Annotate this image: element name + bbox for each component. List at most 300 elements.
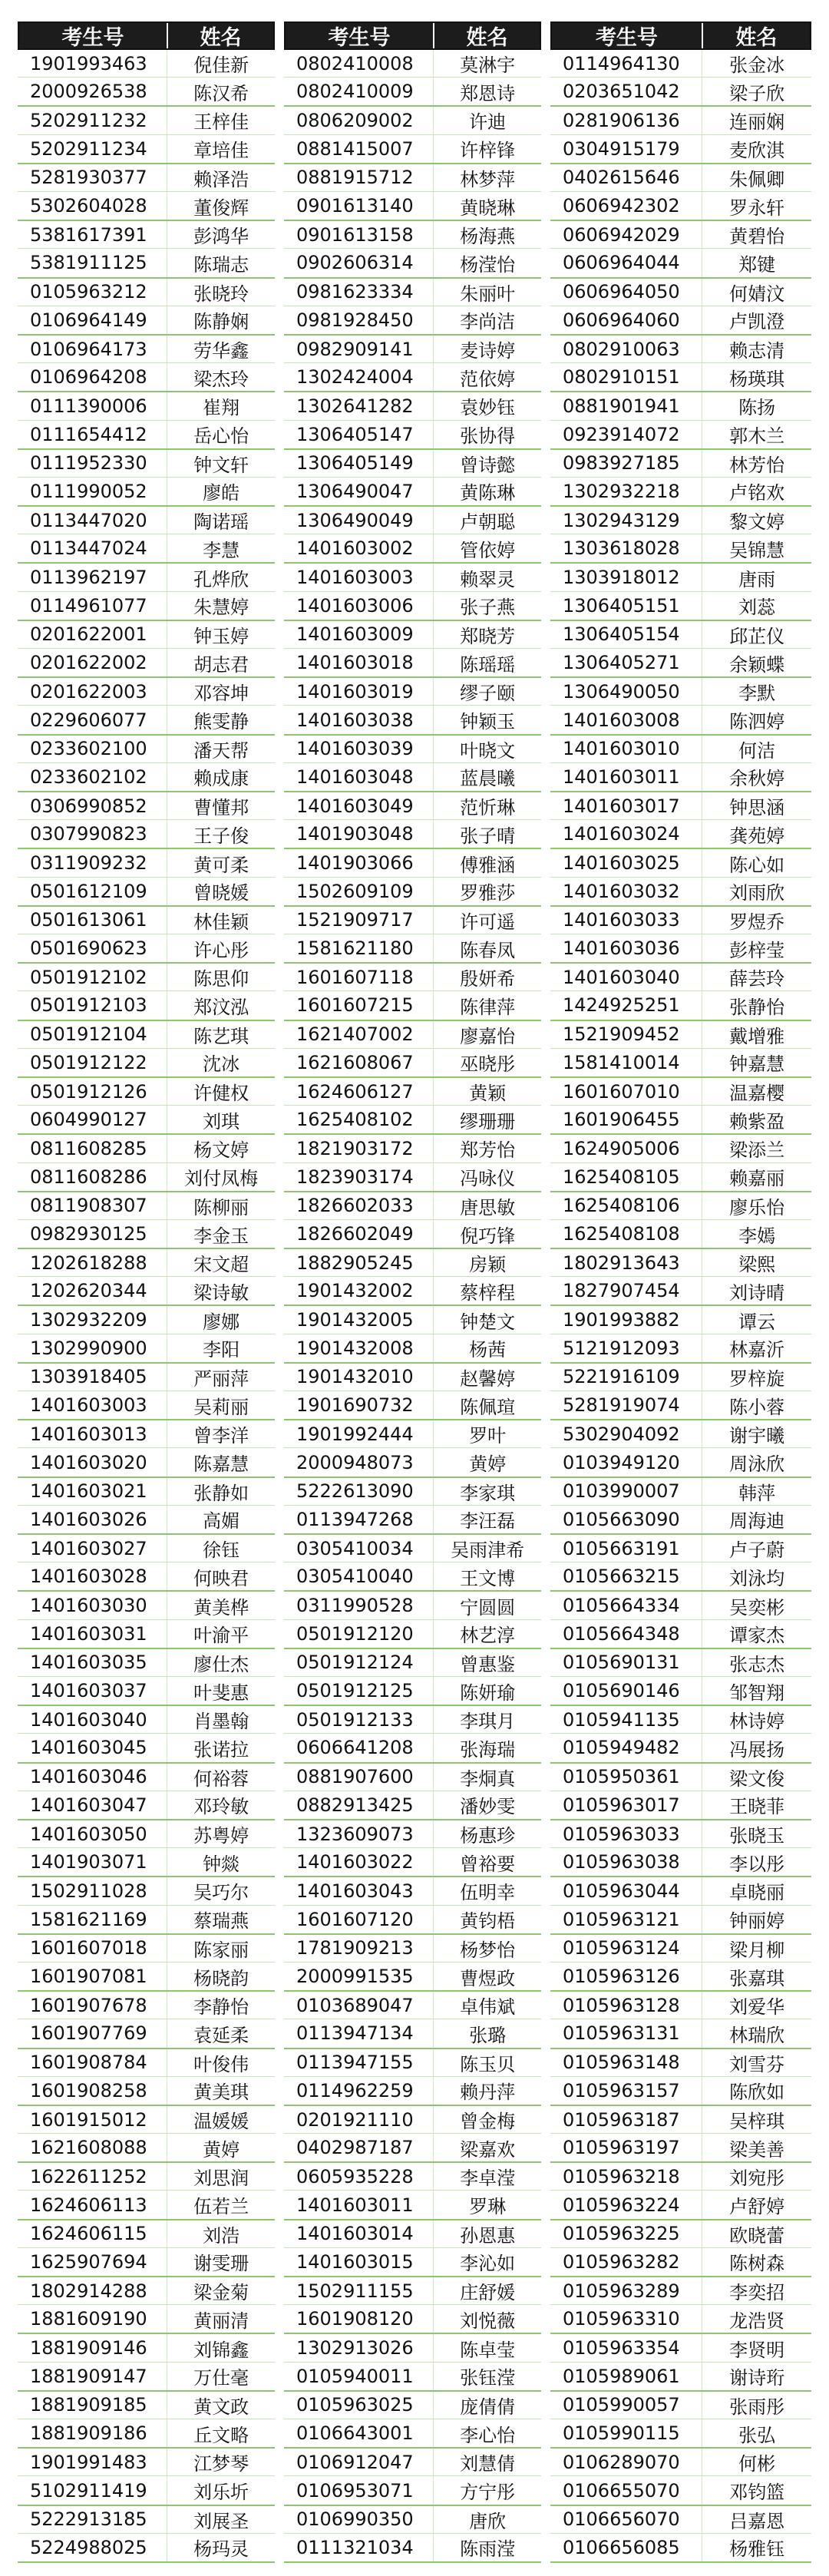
- table-row: [550, 592, 811, 620]
- name-cell: 张钰滢: [433, 2363, 541, 2390]
- row-pair: [550, 164, 811, 221]
- row-pair: [18, 450, 275, 507]
- row-pair: [550, 1364, 811, 1420]
- name-cell: 杨雅钰: [702, 2534, 811, 2561]
- table-row: [550, 878, 811, 905]
- table-row: [284, 907, 541, 934]
- exam-id-cell: 1401603013: [30, 1423, 147, 1445]
- exam-id-cell: 1401903048: [296, 823, 414, 845]
- row-pair: [284, 792, 541, 849]
- name-cell: 孙恩惠: [433, 2221, 541, 2247]
- table-row: [18, 1592, 275, 1619]
- name-cell: 邓玲敏: [167, 1791, 275, 1819]
- row-pair: [284, 1249, 541, 1306]
- table-row: [550, 1334, 811, 1362]
- name-cell: 何彬: [702, 2449, 811, 2475]
- exam-id-cell: 1303918012: [563, 567, 680, 589]
- table-row: [18, 2077, 275, 2105]
- name-cell: 钟玉婷: [167, 621, 275, 648]
- exam-id-cell: 0106964173: [30, 338, 147, 360]
- table-row: [18, 991, 275, 1019]
- exam-id-cell: 1303618028: [563, 537, 680, 560]
- exam-id-cell: 0113947268: [296, 1508, 414, 1530]
- table-row: [550, 1135, 811, 1162]
- name-cell: 张海瑞: [433, 1734, 541, 1761]
- table-row: [284, 621, 541, 649]
- exam-id-cell: 5281930377: [30, 167, 147, 189]
- row-pair: [284, 1649, 541, 1706]
- name-cell: 李汪磊: [433, 1506, 541, 1533]
- exam-id-cell: 1302943129: [563, 509, 680, 531]
- row-pair: [284, 2049, 541, 2106]
- exam-id-cell: 0105940011: [296, 2365, 414, 2387]
- exam-id-cell: 1401603040: [563, 966, 680, 988]
- table-row: [550, 450, 811, 478]
- table-row: [18, 1021, 275, 1049]
- table-row: [18, 1192, 275, 1220]
- name-cell: 陈思仰: [167, 964, 275, 990]
- table-row: [18, 363, 275, 391]
- row-pair: [550, 621, 811, 678]
- name-cell: 许健权: [167, 1078, 275, 1105]
- name-cell: 杨玛灵: [167, 2534, 275, 2561]
- table-row: [550, 1935, 811, 1963]
- table-row: [550, 1820, 811, 1848]
- name-cell: 张弘: [702, 2419, 811, 2447]
- name-cell: 余秋婷: [702, 763, 811, 791]
- name-cell: 曾裕要: [433, 1848, 541, 1876]
- name-cell: 林梦萍: [433, 164, 541, 191]
- name-cell: 谢诗珩: [702, 2363, 811, 2390]
- table-row: [18, 2506, 275, 2534]
- table-row: [284, 1535, 541, 1562]
- name-cell: 梁文俊: [702, 1764, 811, 1791]
- row-pair: [284, 678, 541, 735]
- row-pair: [18, 2049, 275, 2106]
- exam-id-cell: 0103990007: [563, 1480, 680, 1503]
- exam-id-cell: 0113947134: [296, 2022, 414, 2045]
- name-cell: 谢雯珊: [167, 2248, 275, 2276]
- exam-id-cell: 1306405271: [563, 652, 680, 674]
- table-row: [284, 450, 541, 478]
- exam-id-cell: 1581621180: [296, 937, 414, 960]
- name-cell: 龙浩贤: [702, 2305, 811, 2333]
- name-cell: 冯咏仪: [433, 1163, 541, 1191]
- exam-id-cell: 0103949120: [563, 1451, 680, 1473]
- exam-id-cell: 0105963225: [563, 2223, 680, 2245]
- name-cell: 黄钧梧: [433, 1906, 541, 1933]
- exam-id-cell: 0105963212: [30, 281, 147, 303]
- table-row: [284, 792, 541, 820]
- table-row: [550, 820, 811, 848]
- row-pair: [550, 1992, 811, 2049]
- name-cell: 许心彤: [167, 934, 275, 962]
- row-pair: [284, 2221, 541, 2277]
- row-pair: [284, 1764, 541, 1820]
- table-row: [18, 849, 275, 877]
- table-row: [18, 192, 275, 220]
- exam-id-cell: 1624606127: [296, 1080, 414, 1103]
- exam-id-cell: 0307990823: [30, 823, 147, 845]
- row-pair: [550, 2506, 811, 2563]
- table-row: [284, 1135, 541, 1162]
- table-row: [550, 934, 811, 962]
- table-row: [18, 1220, 275, 1248]
- exam-id-cell: 1401603037: [30, 1680, 147, 1702]
- table-row: [18, 392, 275, 420]
- table-row: [18, 1877, 275, 1905]
- row-pair: [18, 2506, 275, 2563]
- table-row: [550, 78, 811, 105]
- name-cell: 赵馨婷: [433, 1364, 541, 1391]
- table-row: [18, 2049, 275, 2077]
- table-row: [284, 2221, 541, 2248]
- name-cell: 陈玉贝: [433, 2049, 541, 2076]
- name-cell: 卢舒婷: [702, 2191, 811, 2218]
- table-row: [550, 1249, 811, 1277]
- table-row: [18, 1764, 275, 1791]
- exam-id-cell: 0882913425: [296, 1794, 414, 1816]
- exam-id-cell: 0106656070: [563, 2508, 680, 2531]
- exam-id-cell: 0105690131: [563, 1652, 680, 1674]
- table-row: [284, 1734, 541, 1761]
- table-row: [18, 1935, 275, 1963]
- name-cell: 潘妙雯: [433, 1791, 541, 1819]
- name-cell: 朱慧婷: [167, 592, 275, 620]
- exam-id-cell: 1401603002: [296, 537, 414, 560]
- exam-id-cell: 1581410014: [563, 1051, 680, 1073]
- name-cell: 廖嘉怡: [433, 1021, 541, 1048]
- exam-id-cell: 1901432010: [296, 1366, 414, 1388]
- row-pair: [18, 964, 275, 1020]
- name-cell: 郑芳怡: [433, 1135, 541, 1162]
- exam-id-cell: 1401603015: [296, 2250, 414, 2273]
- name-cell: 张子燕: [433, 592, 541, 620]
- exam-id-cell: 0106289070: [563, 2451, 680, 2473]
- table-row: [18, 1963, 275, 1990]
- row-pair: [284, 964, 541, 1020]
- table-row: [18, 2363, 275, 2390]
- name-cell: 叶俊伟: [167, 2049, 275, 2076]
- header-name: 姓名: [433, 23, 540, 48]
- exam-id-cell: 0113447024: [30, 537, 147, 560]
- table-row: [284, 2419, 541, 2447]
- table-row: [18, 1706, 275, 1734]
- name-cell: 江梦琴: [167, 2449, 275, 2475]
- row-pair: [18, 1364, 275, 1420]
- table-row: [18, 1277, 275, 1305]
- table-row: [550, 392, 811, 420]
- table-row: [550, 2506, 811, 2534]
- name-cell: 刘诗晴: [702, 1277, 811, 1305]
- exam-id-cell: 0606641208: [296, 1737, 414, 1759]
- name-cell: 林艺淳: [433, 1620, 541, 1648]
- exam-id-cell: 1306490050: [563, 680, 680, 703]
- exam-id-cell: 0111321034: [296, 2536, 414, 2558]
- name-cell: 黄碧怡: [702, 221, 811, 248]
- table-row: [284, 1163, 541, 1191]
- table-row: [550, 421, 811, 448]
- row-pair: [550, 450, 811, 507]
- name-cell: 李烔真: [433, 1764, 541, 1791]
- table-row: [550, 564, 811, 591]
- name-cell: 黄颖: [433, 1078, 541, 1105]
- table-row: [18, 1106, 275, 1133]
- table-row: [550, 1506, 811, 1533]
- name-cell: 罗梓旋: [702, 1364, 811, 1391]
- table-row: [284, 2049, 541, 2077]
- exam-id-cell: 1401603020: [30, 1451, 147, 1473]
- table-row: [550, 135, 811, 163]
- table-row: [18, 2221, 275, 2248]
- row-pair: [18, 564, 275, 620]
- name-cell: 林诗婷: [702, 1706, 811, 1733]
- table-row: [284, 1420, 541, 1448]
- name-cell: 蔡梓程: [433, 1277, 541, 1305]
- table-row: [550, 2363, 811, 2390]
- exam-id-cell: 2000991535: [296, 1966, 414, 1988]
- row-pair: [550, 1535, 811, 1592]
- name-cell: 钟颖玉: [433, 706, 541, 733]
- table-row: [284, 878, 541, 905]
- table-row: [550, 107, 811, 134]
- exam-id-cell: 1306490049: [296, 509, 414, 531]
- exam-id-cell: 5224988025: [30, 2536, 147, 2558]
- table-row: [18, 964, 275, 991]
- name-cell: 唐雨: [702, 564, 811, 590]
- table-row: [18, 2248, 275, 2276]
- name-cell: 傅雅涵: [433, 849, 541, 876]
- exam-id-cell: 0983927185: [563, 452, 680, 475]
- table-row: [18, 1420, 275, 1448]
- table-row: [284, 1592, 541, 1619]
- name-cell: 庞倩倩: [433, 2392, 541, 2419]
- row-pair: [284, 1706, 541, 1763]
- name-cell: 吴巧尔: [167, 1877, 275, 1904]
- name-cell: 谭家杰: [702, 1620, 811, 1648]
- row-pair: [18, 1706, 275, 1763]
- name-cell: 黄文政: [167, 2392, 275, 2419]
- table-row: [550, 1277, 811, 1305]
- name-cell: 郑晓芳: [433, 621, 541, 648]
- name-cell: 陈雨滢: [433, 2534, 541, 2561]
- exam-id-cell: 0802410009: [296, 81, 414, 103]
- table-row: [18, 1448, 275, 1476]
- table-row: [550, 306, 811, 334]
- row-pair: [284, 1992, 541, 2049]
- table-row: [284, 564, 541, 591]
- name-cell: 卢凯澄: [702, 306, 811, 334]
- exam-id-cell: 1401603043: [296, 1880, 414, 1902]
- exam-id-cell: 0802410008: [296, 52, 414, 74]
- exam-id-cell: 0114964130: [563, 52, 680, 74]
- table-row: [18, 2534, 275, 2561]
- table-row: [284, 1049, 541, 1076]
- name-cell: 刘展圣: [167, 2506, 275, 2533]
- table-row: [550, 249, 811, 276]
- table-row: [18, 336, 275, 363]
- name-cell: 莫淋宇: [433, 50, 541, 77]
- exam-id-cell: 1901992444: [296, 1423, 414, 1445]
- name-cell: 陈汉希: [167, 78, 275, 105]
- exam-id-cell: 1401903071: [30, 1851, 147, 1873]
- exam-id-cell: 0106964149: [30, 309, 147, 331]
- exam-id-cell: 1401603040: [30, 1708, 147, 1731]
- exam-id-cell: 5381617391: [30, 223, 147, 246]
- name-cell: 梁熙: [702, 1249, 811, 1276]
- exam-id-cell: 1401603028: [30, 1566, 147, 1588]
- row-pair: [550, 1306, 811, 1363]
- row-pair: [550, 1649, 811, 1706]
- exam-id-cell: 5302604028: [30, 195, 147, 217]
- exam-id-cell: 0501912125: [296, 1680, 414, 1702]
- exam-id-cell: 1401603031: [30, 1622, 147, 1645]
- row-pair: [550, 678, 811, 735]
- table-header: [550, 21, 811, 50]
- exam-id-cell: 0501690623: [30, 937, 147, 960]
- row-pair: [550, 2334, 811, 2391]
- exam-id-cell: 1502609109: [296, 880, 414, 902]
- table-row: [284, 1334, 541, 1362]
- name-cell: 刘思润: [167, 2163, 275, 2190]
- table-row: [18, 592, 275, 620]
- row-pair: [284, 392, 541, 449]
- row-pair: [284, 1306, 541, 1363]
- exam-id-cell: 1826602033: [296, 1195, 414, 1217]
- name-cell: 叶斐惠: [167, 1677, 275, 1705]
- exam-id-cell: 0105950361: [563, 1766, 680, 1788]
- name-cell: 周海迪: [702, 1506, 811, 1533]
- table-row: [550, 1163, 811, 1191]
- exam-id-cell: 0604990127: [30, 1109, 147, 1131]
- table-row: [18, 706, 275, 733]
- table-row: [284, 1677, 541, 1705]
- exam-id-cell: 1401603033: [563, 909, 680, 931]
- name-cell: 杨海燕: [433, 221, 541, 248]
- table-row: [284, 2534, 541, 2561]
- table-row: [284, 1249, 541, 1277]
- table-row: [18, 279, 275, 306]
- name-cell: 朱丽叶: [433, 279, 541, 306]
- name-cell: 罗叶: [433, 1420, 541, 1447]
- exam-id-cell: 1502911028: [30, 1880, 147, 1902]
- table-row: [18, 564, 275, 591]
- exam-id-cell: 1202618288: [30, 1252, 147, 1274]
- table-row: [550, 1420, 811, 1448]
- table-row: [284, 849, 541, 877]
- exam-id-cell: 0106953071: [296, 2479, 414, 2502]
- table-row: [550, 1906, 811, 1933]
- table-row: [284, 279, 541, 306]
- table-row: [284, 649, 541, 676]
- exam-id-cell: 0501612109: [30, 880, 147, 902]
- exam-id-cell: 5221916109: [563, 1366, 680, 1388]
- table-row: [18, 934, 275, 962]
- exam-id-cell: 1601607215: [296, 994, 414, 1017]
- exam-id-cell: 1302641282: [296, 395, 414, 417]
- table-row: [18, 1848, 275, 1876]
- table-row: [284, 763, 541, 791]
- name-cell: 巫晓彤: [433, 1049, 541, 1076]
- name-cell: 劳华鑫: [167, 336, 275, 362]
- row-pair: [284, 164, 541, 221]
- table-row: [284, 2019, 541, 2047]
- exam-id-cell: 0106912047: [296, 2451, 414, 2473]
- exam-id-cell: 0113962197: [30, 567, 147, 589]
- table-row: [550, 1391, 811, 1419]
- exam-id-cell: 1581621169: [30, 1908, 147, 1930]
- row-pair: [18, 164, 275, 221]
- row-pair: [550, 1135, 811, 1192]
- exam-id-cell: 1401603039: [296, 738, 414, 760]
- row-pair: [284, 336, 541, 392]
- table-row: [284, 1220, 541, 1248]
- table-row: [18, 164, 275, 192]
- exam-id-cell: 1601908784: [30, 2052, 147, 2074]
- row-pair: [550, 2392, 811, 2449]
- name-cell: 陈妍瑜: [433, 1677, 541, 1705]
- table-row: [550, 1535, 811, 1562]
- row-pair: [284, 1078, 541, 1135]
- name-cell: 熊雯静: [167, 706, 275, 733]
- exam-id-cell: 1401603027: [30, 1537, 147, 1559]
- table-row: [284, 1306, 541, 1334]
- table-row: [284, 1764, 541, 1791]
- table-row: [550, 1220, 811, 1248]
- exam-id-cell: 1401603035: [30, 1652, 147, 1674]
- name-cell: 陈律萍: [433, 991, 541, 1019]
- exam-id-cell: 0106655070: [563, 2479, 680, 2502]
- exam-id-cell: 1306405149: [296, 452, 414, 475]
- name-cell: 欧晓蕾: [702, 2221, 811, 2247]
- name-cell: 刘慧倩: [433, 2449, 541, 2475]
- row-pair: [284, 2334, 541, 2391]
- table-row: [550, 2248, 811, 2276]
- exam-id-cell: 0606942302: [563, 195, 680, 217]
- name-cell: 李奕招: [702, 2277, 811, 2304]
- table-row: [550, 2163, 811, 2191]
- name-cell: 范依婷: [433, 363, 541, 391]
- name-cell: 吴梓琪: [702, 2106, 811, 2133]
- table-row: [550, 1562, 811, 1590]
- name-cell: 李卓滢: [433, 2163, 541, 2190]
- name-cell: 杨文婷: [167, 1135, 275, 1162]
- exam-id-cell: 0981928450: [296, 309, 414, 331]
- exam-id-cell: 0105990115: [563, 2422, 680, 2445]
- table-row: [284, 2449, 541, 2476]
- exam-id-cell: 1827907454: [563, 1280, 680, 1302]
- exam-id-cell: 0105963218: [563, 2165, 680, 2187]
- row-pair: [284, 107, 541, 164]
- name-cell: 刘琪: [167, 1106, 275, 1133]
- exam-id-cell: 1401603022: [296, 1851, 414, 1873]
- table-row: [550, 2476, 811, 2504]
- name-cell: 张嘉琪: [702, 1963, 811, 1990]
- name-cell: 陈泗婷: [702, 706, 811, 733]
- name-cell: 曾晓媛: [167, 878, 275, 905]
- exam-id-cell: 0105963025: [296, 2394, 414, 2416]
- table-row: [284, 221, 541, 249]
- name-cell: 张协得: [433, 421, 541, 448]
- table-row: [550, 2305, 811, 2333]
- name-cell: 戴增雅: [702, 1021, 811, 1048]
- row-pair: [18, 621, 275, 678]
- table-row: [284, 1448, 541, 1476]
- name-cell: 王子俊: [167, 820, 275, 848]
- table-row: [284, 1078, 541, 1106]
- exam-id-cell: 0105963224: [563, 2194, 680, 2216]
- name-cell: 曹懂邦: [167, 792, 275, 819]
